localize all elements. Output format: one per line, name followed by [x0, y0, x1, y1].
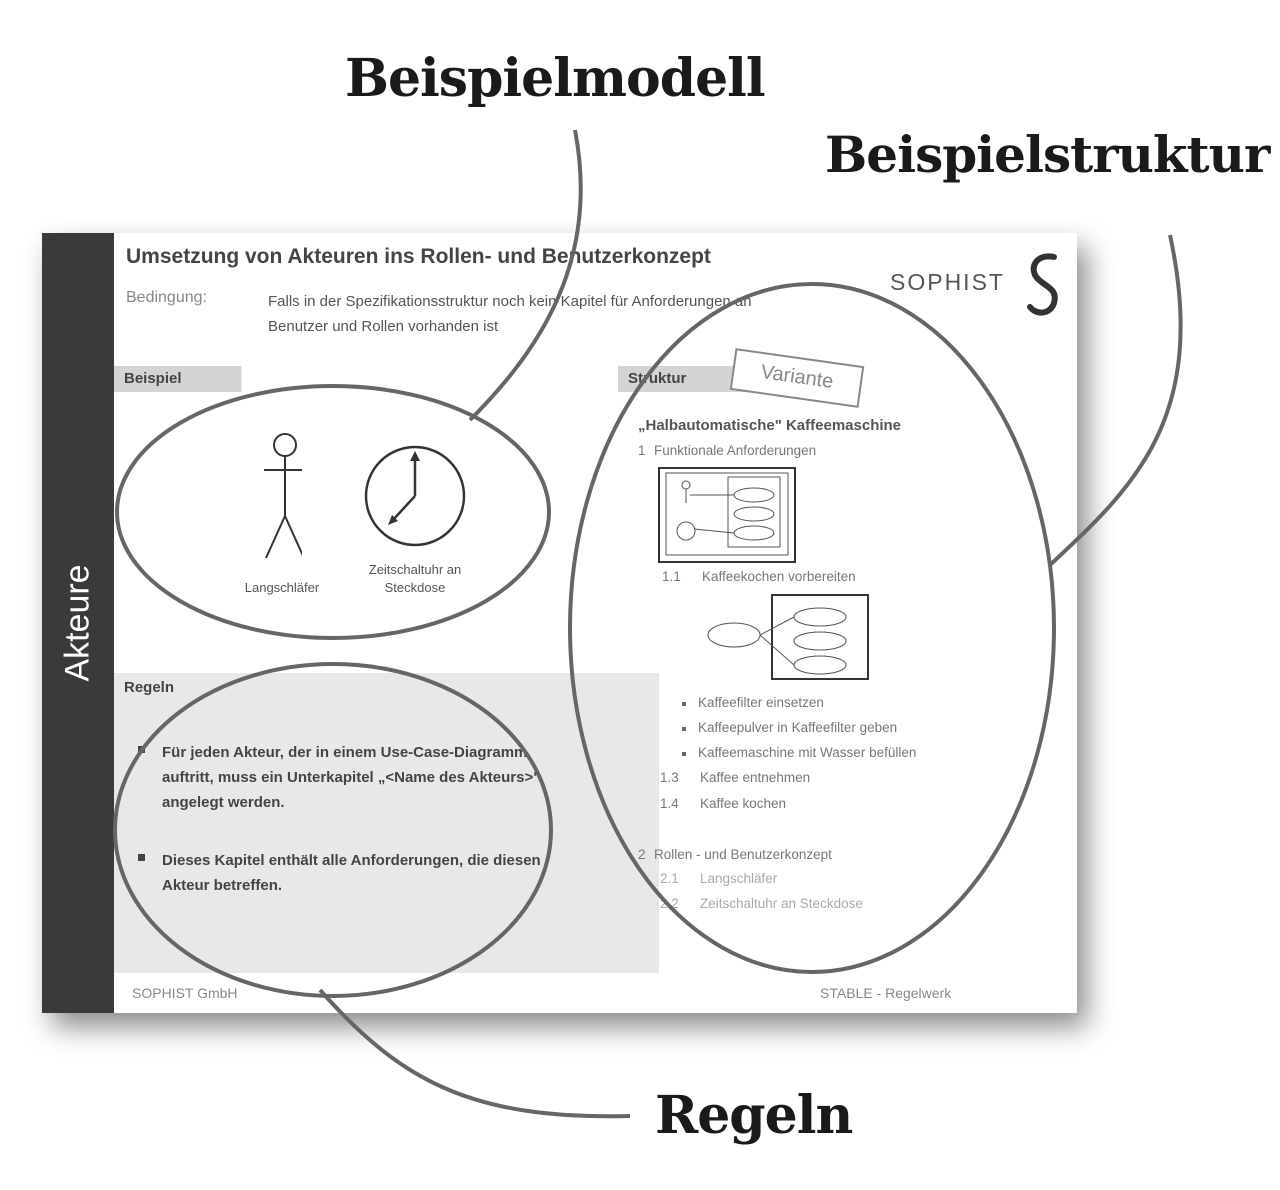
- slide-title: Umsetzung von Akteuren ins Rollen- und Benutzerkonzept: [126, 245, 711, 268]
- structure-bullet: [682, 702, 686, 706]
- mini-use-case-diagram: [702, 593, 872, 683]
- structure-item: 2.1 Langschläfer: [660, 871, 778, 886]
- callout-beispielmodell: Beispielmodell: [345, 48, 765, 109]
- rule-text-1: Für jeden Akteur, der in einem Use-Case-Diagramm auftritt, muss ein Unterkapitel „<Name des Akteurs>" angelegt werden.: [162, 744, 541, 811]
- condition-label: Bedingung:: [126, 289, 207, 306]
- slide: [42, 233, 1077, 1013]
- structure-item: 2.2 Zeitschaltuhr an Steckdose: [660, 896, 863, 911]
- structure-bullet: [682, 752, 686, 756]
- structure-item: 1.4 Kaffee kochen: [660, 796, 787, 811]
- structure-item: 1.3 Kaffee entnehmen: [660, 770, 811, 785]
- footer-right: STABLE - Regelwerk: [820, 985, 952, 1001]
- structure-item: Kaffeefilter einsetzen: [698, 695, 824, 710]
- sophist-logo-icon: [1014, 243, 1074, 323]
- structure-bullet: [682, 727, 686, 731]
- actor-label-zeitschaltuhr: Zeitschaltuhr an Steckdose: [368, 562, 462, 595]
- variante-stamp: Variante: [730, 348, 865, 408]
- sophist-logo-text: SOPHIST: [890, 269, 1005, 295]
- clock-icon: [362, 443, 468, 549]
- structure-item: 1.1 Kaffeekochen vorbereiten: [662, 569, 856, 584]
- structure-title: „Halbautomatische" Kaffeemaschine: [638, 417, 902, 434]
- mini-use-case-diagram: [658, 467, 796, 563]
- structure-item: Kaffeepulver in Kaffeefilter geben: [698, 720, 898, 735]
- section-regeln-heading: Regeln: [114, 673, 659, 973]
- rule-text-2: Dieses Kapitel enthält alle Anforderungen, die diesen Akteur betreffen.: [162, 852, 541, 894]
- section-beispiel-heading: Beispiel: [114, 366, 284, 392]
- actor-label-langschlaefer: Langschläfer: [244, 580, 320, 595]
- footer-left: SOPHIST GmbH: [132, 985, 238, 1001]
- slide-sidebar: [42, 233, 114, 1013]
- structure-item: Kaffeemaschine mit Wasser befüllen: [698, 745, 917, 760]
- callout-beispielstruktur: Beispielstruktur: [825, 125, 1270, 184]
- section-struktur-heading: Struktur: [618, 366, 768, 392]
- structure-item: 1 Funktionale Anforderungen: [638, 443, 817, 458]
- condition-text: Falls in der Spezifikationsstruktur noch kein Kapitel für Anforderungen an Benutzer und Rollen vorhanden ist: [268, 293, 752, 335]
- actor-stick-figure-icon: [242, 428, 302, 568]
- rule-bullet: [138, 746, 145, 753]
- rule-bullet: [138, 854, 145, 861]
- callout-regeln: Regeln: [655, 1085, 853, 1146]
- structure-item: 2 Rollen - und Benutzerkonzept: [638, 847, 832, 862]
- sidebar-label: Akteure: [58, 564, 97, 682]
